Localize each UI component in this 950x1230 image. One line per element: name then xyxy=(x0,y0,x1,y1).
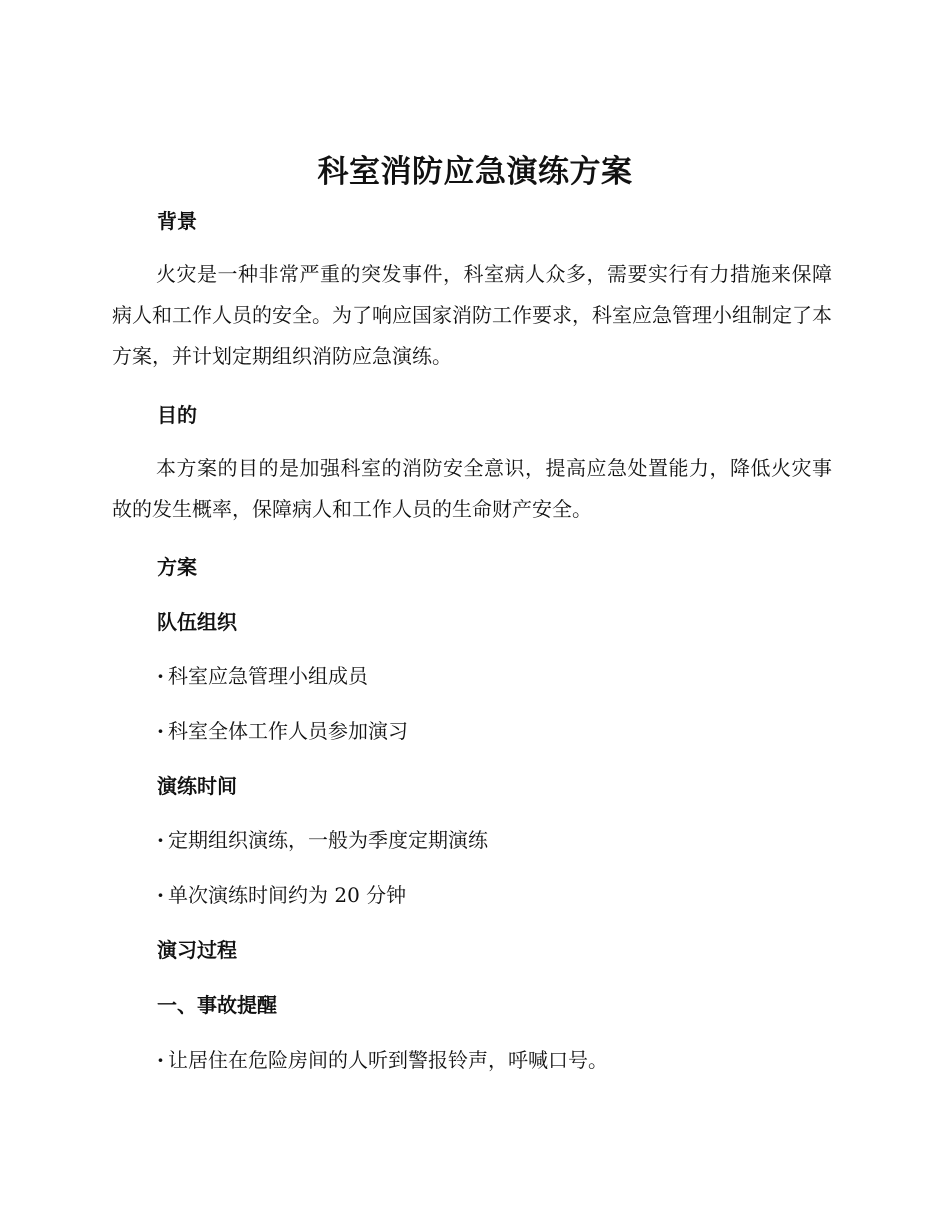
bullet-symbol: · xyxy=(157,719,164,743)
heading-step1: 一、事故提醒 xyxy=(157,993,277,1017)
bullet-symbol: · xyxy=(157,828,164,852)
list-item-text: 定期组织演练，一般为季度定期演练 xyxy=(168,828,488,852)
list-item xyxy=(157,1046,608,1074)
heading-plan: 方案 xyxy=(157,555,197,579)
paragraph-purpose: 本方案的目的是加强科室的消防安全意识，提高应急处置能力，降低火灾事故的发生概率，保障病人和工作人员的生命财产安全。 xyxy=(112,456,832,521)
list-item-text: 单次演练时间约为 20 分钟 xyxy=(168,883,407,907)
paragraph-background: 火灾是一种非常严重的突发事件，科室病人众多，需要实行有力措施来保障病人和工作人员的安全。为了响应国家消防工作要求，科室应急管理小组制定了本方案，并计划定期组织消防应急演练。 xyxy=(112,262,832,368)
list-item-text: 科室应急管理小组成员 xyxy=(168,664,368,688)
bullet-symbol: · xyxy=(157,1048,164,1072)
list-item-text: 让居住在危险房间的人听到警报铃声，呼喊口号。 xyxy=(168,1048,608,1072)
list-item-text: 科室全体工作人员参加演习 xyxy=(168,719,408,743)
list-item xyxy=(157,881,406,909)
heading-process: 演习过程 xyxy=(157,938,237,962)
heading-drill-time: 演练时间 xyxy=(157,774,237,798)
list-item xyxy=(157,662,368,690)
heading-team: 队伍组织 xyxy=(157,610,237,634)
list-item xyxy=(157,826,488,854)
bullet-symbol: · xyxy=(157,883,164,907)
heading-purpose: 目的 xyxy=(157,403,197,427)
bullet-symbol: · xyxy=(157,664,164,688)
list-item xyxy=(157,717,408,745)
document-title: 科室消防应急演练方案 xyxy=(317,154,633,190)
heading-background: 背景 xyxy=(157,209,197,233)
